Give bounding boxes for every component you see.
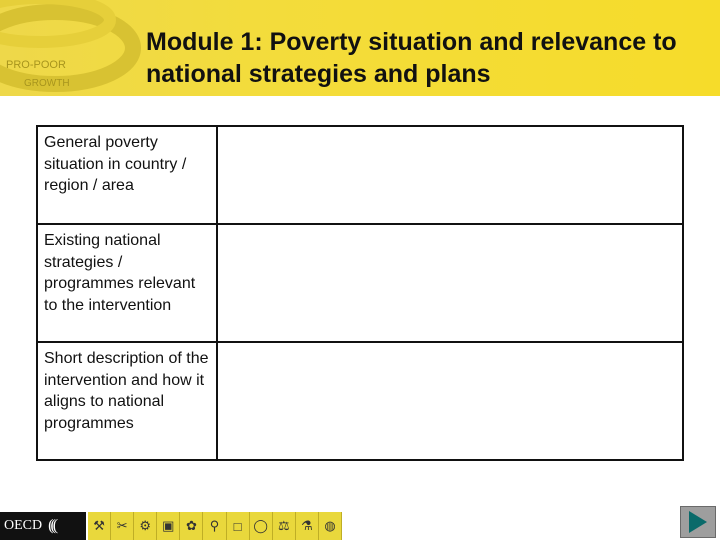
row-value-national-strategies[interactable]	[218, 225, 682, 343]
page-title: Module 1: Poverty situation and relevance to national strategies and plans	[146, 28, 677, 88]
scale-icon: ⚖	[273, 512, 296, 540]
tools-icon: ✂	[111, 512, 134, 540]
row-value-intervention-description[interactable]	[218, 343, 682, 459]
machinery-icon: ⚙	[134, 512, 157, 540]
oecd-logo	[0, 512, 86, 540]
hoe-icon: ⚒	[88, 512, 111, 540]
oecd-logo-text: OECD	[4, 518, 43, 533]
band-text-pro-poor: PRO-POOR	[6, 59, 66, 71]
globe-icon: ◍	[319, 512, 342, 540]
vehicle-icon: ▣	[157, 512, 180, 540]
row-label-national-strategies: Existing national strategies / programmes relevant to the intervention	[38, 225, 218, 343]
square-icon: □	[227, 512, 250, 540]
header-banner	[0, 0, 720, 96]
band-text-growth: GROWTH	[24, 78, 70, 89]
next-slide-button[interactable]	[680, 506, 716, 538]
row-value-poverty-situation[interactable]	[218, 127, 682, 225]
row-label-poverty-situation: General poverty situation in country / region / area	[38, 127, 218, 225]
plant-icon: ✿	[180, 512, 203, 540]
coin-icon: ◯	[250, 512, 273, 540]
row-label-intervention-description: Short description of the intervention and how it aligns to national programmes	[38, 343, 218, 459]
magnifier-icon: ⚲	[203, 512, 226, 540]
oecd-rings-icon: (((	[48, 517, 56, 534]
play-arrow-icon	[689, 511, 707, 533]
flask-icon: ⚗	[296, 512, 319, 540]
pro-poor-growth-band-icon	[0, 0, 150, 96]
module-table	[36, 125, 684, 461]
footer-icon-strip	[88, 512, 342, 540]
